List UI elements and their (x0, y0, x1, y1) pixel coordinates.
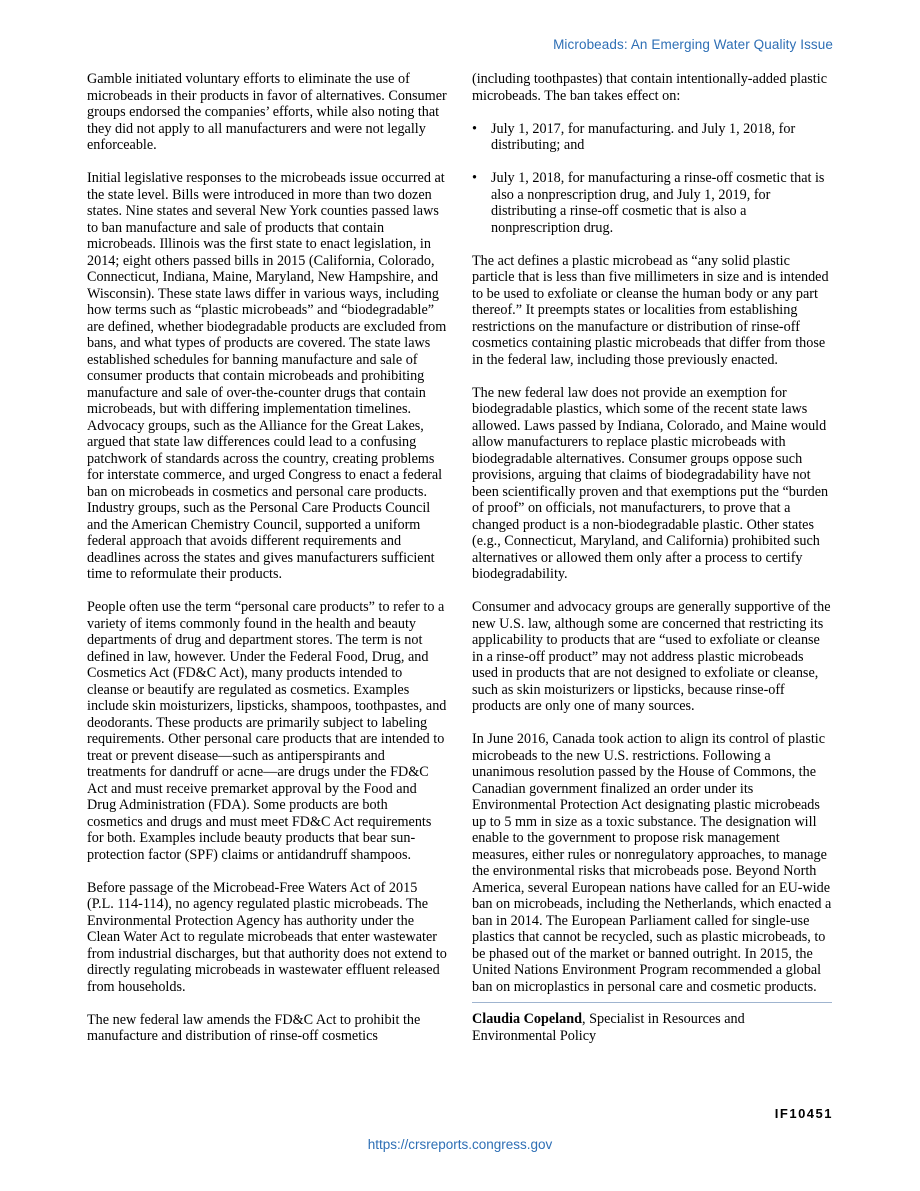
author-divider (472, 1002, 832, 1003)
list-item (472, 121, 832, 154)
right-column (472, 71, 832, 1044)
author-credit (472, 1011, 832, 1044)
footer-url[interactable]: https://crsreports.congress.gov (367, 1137, 553, 1152)
bullet-icon: • (472, 170, 477, 186)
bullet-icon: • (472, 120, 477, 137)
list-item (472, 170, 832, 236)
paragraph: In June 2016, Canada took action to align its control of plastic microbeads to the new U.S. restrictions. Following a unanimous resolution passed by the House of Commons, the Canadian government finalized an order under its Environmental Protection Act designating plastic microbeads up to 5 mm in size as a toxic substance. The designation will enable to the government to propose risk management measures, either rules or nonregulatory approaches, to manage the environmental risks that microbeads pose. Beyond North America, several European nations have called for an EU-wide ban on microbeads, including the Netherlands, which enacted a ban in 2014. The European Parliament called for single-use plastics that cannot be recycled, such as plastic microbeads, to be phased out of the market or banned outright. In 2015, the United Nations Environment Program recommended a global ban on microplastics in personal care and cosmetic products. (472, 731, 832, 995)
left-column (87, 71, 447, 1061)
paragraph: The new federal law amends the FD&C Act to prohibit the manufacture and distribution of rinse-off cosmetics (87, 1011, 421, 1044)
list-item-text: July 1, 2018, for manufacturing a rinse-off cosmetic that is also a nonprescription drug, and July 1, 2019, for distributing a rinse-off cosmetic that is also a nonprescription drug. (491, 170, 825, 236)
paragraph: The act defines a plastic microbead as “any solid plastic particle that is less than five millimeters in size and is intended to be used to exfoliate or cleanse the human body or any part thereof.” It preempts states or localities from establishing restrictions on the manufacture or distribution of rinse-off cosmetics containing plastic microbeads that differ from those in the federal law, including those previously enacted. (472, 252, 829, 368)
paragraph: Initial legislative responses to the microbeads issue occurred at the state level. Bills were introduced in more than two dozen states. Nine states and several New York counties passed laws to ban manufacture and sale of products that contain microbeads. Illinois was the first state to enact legislation, in 2014; eight others passed bills in 2015 (California, Colorado, Connecticut, Indiana, Maine, Maryland, New Hampshire, and Wisconsin). These state laws differ in various ways, including how terms such as “plastic microbeads” and “biodegradable” are defined, whether biodegradable products are excluded from bans, and what types of products are covered. The state laws established schedules for banning manufacture and sale of consumer products that contain microbeads and prohibiting manufacture and sale of over-the-counter drugs that contain microbeads, but with differing implementation timelines. Advocacy groups, such as the Alliance for the Great Lakes, argued that state law differences could lead to a confusing patchwork of standards across the country, creating problems for interstate commerce, and urged Congress to enact a federal ban on microbeads in cosmetics and personal care products. Industry groups, such as the Personal Care Products Council and the American Chemistry Council, supported a uniform federal approach that avoids different requirements and deadlines across the states and gives manufacturers sufficient time to reformulate their products. (87, 170, 447, 582)
document-number: IF10451 (774, 1106, 833, 1121)
paragraph: Consumer and advocacy groups are generally supportive of the new U.S. law, although some are concerned that restricting its applicability to products that are “used to exfoliate or cleanse in a rinse-off product” may not address plastic microbeads used in products that are not designed to exfoliate or cleanse, such as skin moisturizers or lipsticks, because rinse-off products are only one of many sources. (472, 599, 831, 714)
author-title: , Specialist in Resources and Environmental Policy (472, 1011, 745, 1044)
effective-dates-list (472, 121, 832, 237)
paragraph: (including toothpastes) that contain intentionally-added plastic microbeads. The ban takes effect on: (472, 71, 827, 104)
paragraph: Gamble initiated voluntary efforts to eliminate the use of microbeads in their products in favor of alternatives. Consumer groups endorsed the companies’ efforts, while also noting that they did not apply to all manufacturers and were not legally enforceable. (87, 71, 447, 153)
paragraph: The new federal law does not provide an exemption for biodegradable plastics, which some of the recent state laws allowed. Laws passed by Indiana, Colorado, and Maine would allow manufacturers to replace plastic microbeads with biodegradable alternatives. Consumer groups oppose such provisions, arguing that claims of biodegradability have not been scientifically proven and that exemptions put the “burden of proof” on officials, not manufacturers, to prove that a changed product is a non-biodegradable plastic. Other states (e.g., Connecticut, Maryland, and California) prohibited such alternatives or allowed them only after a process to certify biodegradability. (472, 384, 829, 582)
list-item-text: July 1, 2017, for manufacturing. and July 1, 2018, for distributing; and (491, 120, 796, 153)
paragraph: People often use the term “personal care products” to refer to a variety of items commonly found in the health and beauty departments of drug and department stores. The term is not defined in law, however. Under the Federal Food, Drug, and Cosmetics Act (FD&C Act), many products intended to cleanse or beautify are regulated as cosmetics. Examples include skin moisturizers, lipsticks, shampoos, toothpastes, and deodorants. These products are primarily subject to labeling requirements. Other personal care products that are intended to treat or prevent disease—such as antiperspirants and treatments for dandruff or acne—are drugs under the FD&C Act and must receive premarket approval by the Food and Drug Administration (FDA). Some products are both cosmetics and drugs and must meet FD&C Act requirements for both. Examples include beauty products that bear sun-protection factor (SPF) claims or antidandruff shampoos. (87, 599, 447, 863)
running-header: Microbeads: An Emerging Water Quality Issue (553, 37, 833, 52)
author-name: Claudia Copeland (472, 1011, 582, 1027)
paragraph: Before passage of the Microbead-Free Waters Act of 2015 (P.L. 114-114), no agency regulated plastic microbeads. The Environmental Protection Agency has authority under the Clean Water Act to regulate microbeads that enter wastewater from industrial discharges, but that authority does not extend to directly regulating microbeads in wastewater effluent released from households. (87, 879, 447, 995)
